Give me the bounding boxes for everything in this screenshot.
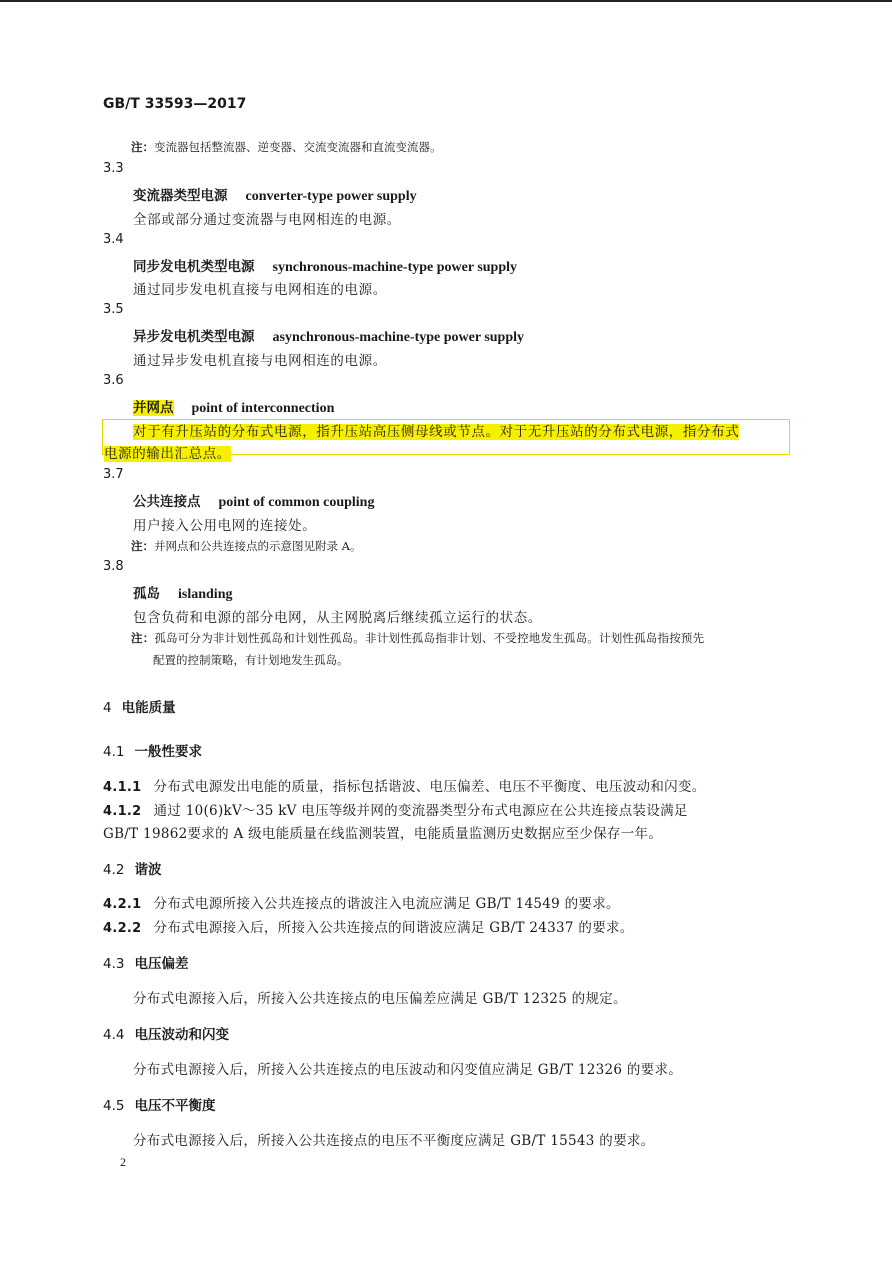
term-heading: 公共连接点 point of common coupling	[133, 494, 375, 510]
clause-continued: GB/T 19862要求的 A 级电能质量在线监测装置，电能质量监测历史数据应至少保存一年。	[103, 826, 663, 842]
highlighted-text: 电源的输出汇总点。	[104, 446, 231, 462]
term-definition: 全部或部分通过变流器与电网相连的电源。	[133, 212, 401, 228]
term-number: 3.3	[103, 161, 124, 176]
clause: 4.1.2 通过 10(6)kV～35 kV 电压等级并网的变流器类型分布式电源应在公共连接点装设满足	[103, 803, 688, 819]
clause: 4.1.1 分布式电源发出电能的质量，指标包括谐波、电压偏差、电压不平衡度、电压波动和闪变。	[103, 779, 706, 795]
section-heading: 4.5 电压不平衡度	[103, 1098, 216, 1114]
highlighted-term: 并网点	[133, 400, 174, 416]
term-heading: 并网点 point of interconnection	[133, 400, 335, 416]
section-text: 分布式电源接入后，所接入公共连接点的电压偏差应满足 GB/T 12325 的规定。	[133, 991, 627, 1007]
section-text: 分布式电源接入后，所接入公共连接点的电压不平衡度应满足 GB/T 15543 的要求。	[133, 1133, 655, 1149]
term-number: 3.4	[103, 232, 124, 247]
term-number: 3.8	[103, 559, 124, 574]
term-number: 3.6	[103, 373, 124, 388]
term-number: 3.7	[103, 467, 124, 482]
note-islanding-continued: 配置的控制策略，有计划地发生孤岛。	[153, 653, 349, 667]
term-definition: 包含负荷和电源的部分电网，从主网脱离后继续孤立运行的状态。	[133, 610, 542, 626]
term-definition-continued	[104, 442, 231, 462]
term-heading: 孤岛 islanding	[133, 586, 233, 602]
term-definition: 通过同步发电机直接与电网相连的电源。	[133, 282, 387, 298]
page-number: 2	[120, 1155, 126, 1169]
section-heading: 4.4 电压波动和闪变	[103, 1027, 229, 1043]
clause: 4.2.1 分布式电源所接入公共连接点的谐波注入电流应满足 GB/T 14549 的要求。	[103, 896, 620, 912]
section-heading: 4.2 谐波	[103, 862, 162, 878]
term-number: 3.5	[103, 302, 124, 317]
section-heading: 4.1 一般性要求	[103, 744, 202, 760]
section-heading: 4.3 电压偏差	[103, 956, 189, 972]
term-definition: 用户接入公用电网的连接处。	[133, 518, 317, 534]
note-pcc: 注：并网点和公共连接点的示意图见附录 A。	[131, 539, 362, 553]
chapter-heading: 4 电能质量	[103, 700, 176, 716]
standard-number: GB/T 33593—2017	[103, 96, 247, 112]
highlighted-text: 对于有升压站的分布式电源，指升压站高压侧母线或节点。	[133, 424, 500, 440]
clause: 4.2.2 分布式电源接入后，所接入公共连接点的间谐波应满足 GB/T 24337 的要求。	[103, 920, 634, 936]
term-heading: 异步发电机类型电源 asynchronous-machine-type power supply	[133, 329, 525, 345]
term-definition: 通过异步发电机直接与电网相连的电源。	[133, 353, 387, 369]
highlighted-text: 对于无升压站的分布式电源，指分布式	[499, 424, 740, 440]
term-heading: 同步发电机类型电源 synchronous-machine-type power supply	[133, 259, 518, 275]
term-definition	[133, 420, 739, 440]
section-text: 分布式电源接入后，所接入公共连接点的电压波动和闪变值应满足 GB/T 12326 的要求。	[133, 1062, 683, 1078]
note-islanding: 注：孤岛可分为非计划性孤岛和计划性孤岛。非计划性孤岛指非计划、不受控地发生孤岛。计划性孤岛指按预先	[131, 631, 705, 645]
term-heading: 变流器类型电源 converter-type power supply	[133, 188, 417, 204]
note-converter: 注：变流器包括整流器、逆变器、交流变流器和直流变流器。	[131, 140, 442, 154]
